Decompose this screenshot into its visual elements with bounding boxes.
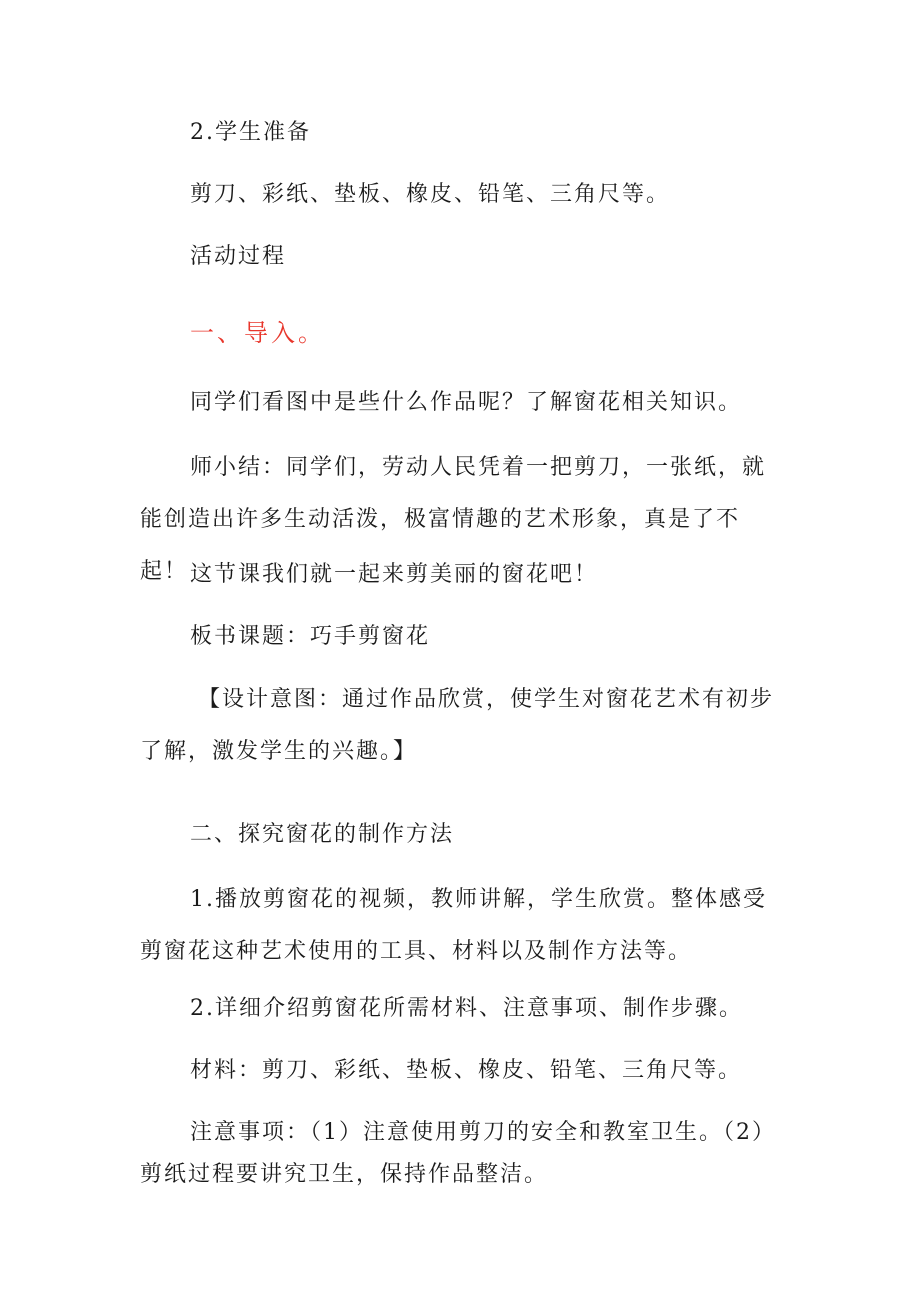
activity-process-heading: 活动过程 [190, 244, 287, 269]
teacher-summary-paragraph: 师小结：同学们，劳动人民凭着一把剪刀，一张纸，就能创造出许多生动活泼，极富情趣的艺术形象，真是了不起！ [140, 455, 767, 584]
intro-question-line: 同学们看图中是些什么作品呢？了解窗花相关知识。 [190, 390, 743, 415]
student-preparation-heading: 2.学生准备 [190, 120, 311, 145]
section-intro-heading: 一、导入。 [190, 319, 325, 347]
board-title-line: 板书课题：巧手剪窗花 [190, 624, 431, 649]
student-materials-line: 剪刀、彩纸、垫板、橡皮、铅笔、三角尺等。 [190, 182, 671, 207]
video-step-paragraph: 1.播放剪窗花的视频，教师讲解，学生欣赏。整体感受剪窗花这种艺术使用的工具、材料以及制作方法等。 [140, 887, 767, 964]
materials-line: 材料：剪刀、彩纸、垫板、橡皮、铅笔、三角尺等。 [190, 1058, 743, 1083]
detailed-intro-line: 2.详细介绍剪窗花所需材料、注意事项、制作步骤。 [190, 996, 743, 1021]
section-explore-heading: 二、探究窗花的制作方法 [190, 822, 455, 847]
design-intent-paragraph: 【设计意图：通过作品欣赏，使学生对窗花艺术有初步了解，激发学生的兴趣。】 [140, 687, 775, 764]
precautions-paragraph: 注意事项：（1）注意使用剪刀的安全和教室卫生。（2）剪纸过程要讲究卫生，保持作品整洁。 [140, 1120, 776, 1187]
lesson-intro-line: 这节课我们就一起来剪美丽的窗花吧！ [190, 562, 599, 587]
